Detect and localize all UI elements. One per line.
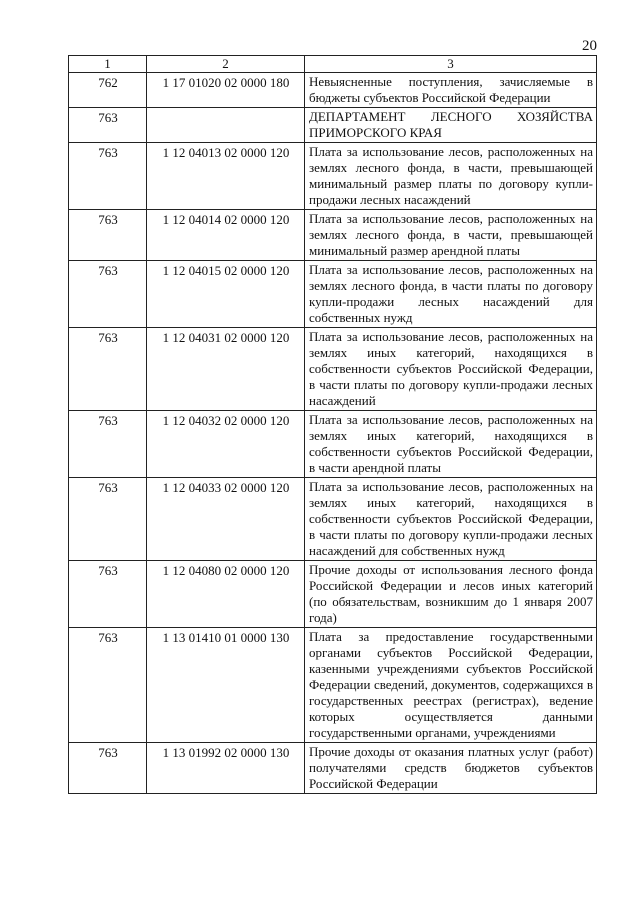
table-row xyxy=(69,328,597,411)
budget-codes-table xyxy=(68,55,597,794)
revenue-code-cell: 1 12 04032 02 0000 120 xyxy=(147,411,305,478)
revenue-code-cell: 1 12 04033 02 0000 120 xyxy=(147,478,305,561)
admin-code-cell: 763 xyxy=(69,261,147,328)
table-row xyxy=(69,143,597,210)
revenue-code-cell: 1 12 04013 02 0000 120 xyxy=(147,143,305,210)
revenue-code-cell: 1 17 01020 02 0000 180 xyxy=(147,73,305,108)
table-row xyxy=(69,73,597,108)
revenue-code-cell: 1 12 04031 02 0000 120 xyxy=(147,328,305,411)
revenue-code-cell: 1 13 01992 02 0000 130 xyxy=(147,743,305,794)
table-header-row xyxy=(69,56,597,73)
revenue-name-cell: Плата за предоставление государственными органами субъектов Российской Федерации, казенными учреждениями субъектов Российской Федерации сведений, документов, содержащихся в государственных реестрах (регистрах), ведение которых осуществляется данными государственными органами, учреждениями xyxy=(305,628,597,743)
table-row xyxy=(69,743,597,794)
revenue-name-cell: Плата за использование лесов, расположенных на землях иных категорий, находящихся в собственности субъектов Российской Федерации, в части арендной платы xyxy=(305,411,597,478)
table-row xyxy=(69,108,597,143)
table-row xyxy=(69,411,597,478)
revenue-name-cell: Прочие доходы от оказания платных услуг (работ) получателями средств бюджетов субъектов Российской Федерации xyxy=(305,743,597,794)
revenue-name-cell: Плата за использование лесов, расположенных на землях иных категорий, находящихся в собственности субъектов Российской Федерации, в части платы по договору купли-продажи лесных насаждений для собственных нужд xyxy=(305,478,597,561)
table-row xyxy=(69,628,597,743)
admin-code-cell: 763 xyxy=(69,743,147,794)
admin-code-cell: 763 xyxy=(69,561,147,628)
revenue-code-cell xyxy=(147,108,305,143)
admin-code-cell: 763 xyxy=(69,328,147,411)
revenue-name-cell: Плата за использование лесов, расположенных на землях лесного фонда, в части, превышающей минимальный размер платы по договору купли-продажи лесных насаждений xyxy=(305,143,597,210)
revenue-name-cell: Прочие доходы от использования лесного фонда Российской Федерации и лесов иных категорий (по обязательствам, возникшим до 1 января 2007 года) xyxy=(305,561,597,628)
admin-code-cell: 763 xyxy=(69,411,147,478)
table-row xyxy=(69,210,597,261)
column-header-3: 3 xyxy=(305,56,597,73)
revenue-code-cell: 1 12 04080 02 0000 120 xyxy=(147,561,305,628)
admin-code-cell: 762 xyxy=(69,73,147,108)
revenue-name-cell: Плата за использование лесов, расположенных на землях иных категорий, находящихся в собственности субъектов Российской Федерации, в части платы по договору купли-продажи лесных насаждений xyxy=(305,328,597,411)
department-name-cell: ДЕПАРТАМЕНТ ЛЕСНОГО ХОЗЯЙСТВА ПРИМОРСКОГО КРАЯ xyxy=(305,108,597,143)
admin-code-cell: 763 xyxy=(69,628,147,743)
revenue-name-cell: Плата за использование лесов, расположенных на землях лесного фонда, в части платы по договору купли-продажи лесных насаждений для собственных нужд xyxy=(305,261,597,328)
revenue-code-cell: 1 12 04015 02 0000 120 xyxy=(147,261,305,328)
table-row xyxy=(69,561,597,628)
table-row xyxy=(69,261,597,328)
admin-code-cell: 763 xyxy=(69,478,147,561)
page-number: 20 xyxy=(582,38,597,54)
admin-code-cell: 763 xyxy=(69,210,147,261)
column-header-1: 1 xyxy=(69,56,147,73)
admin-code-cell: 763 xyxy=(69,143,147,210)
table-row xyxy=(69,478,597,561)
column-header-2: 2 xyxy=(147,56,305,73)
revenue-code-cell: 1 13 01410 01 0000 130 xyxy=(147,628,305,743)
admin-code-cell: 763 xyxy=(69,108,147,143)
revenue-name-cell: Невыясненные поступления, зачисляемые в бюджеты субъектов Российской Федерации xyxy=(305,73,597,108)
revenue-code-cell: 1 12 04014 02 0000 120 xyxy=(147,210,305,261)
revenue-name-cell: Плата за использование лесов, расположенных на землях лесного фонда, в части, превышающей минимальный размер арендной платы xyxy=(305,210,597,261)
